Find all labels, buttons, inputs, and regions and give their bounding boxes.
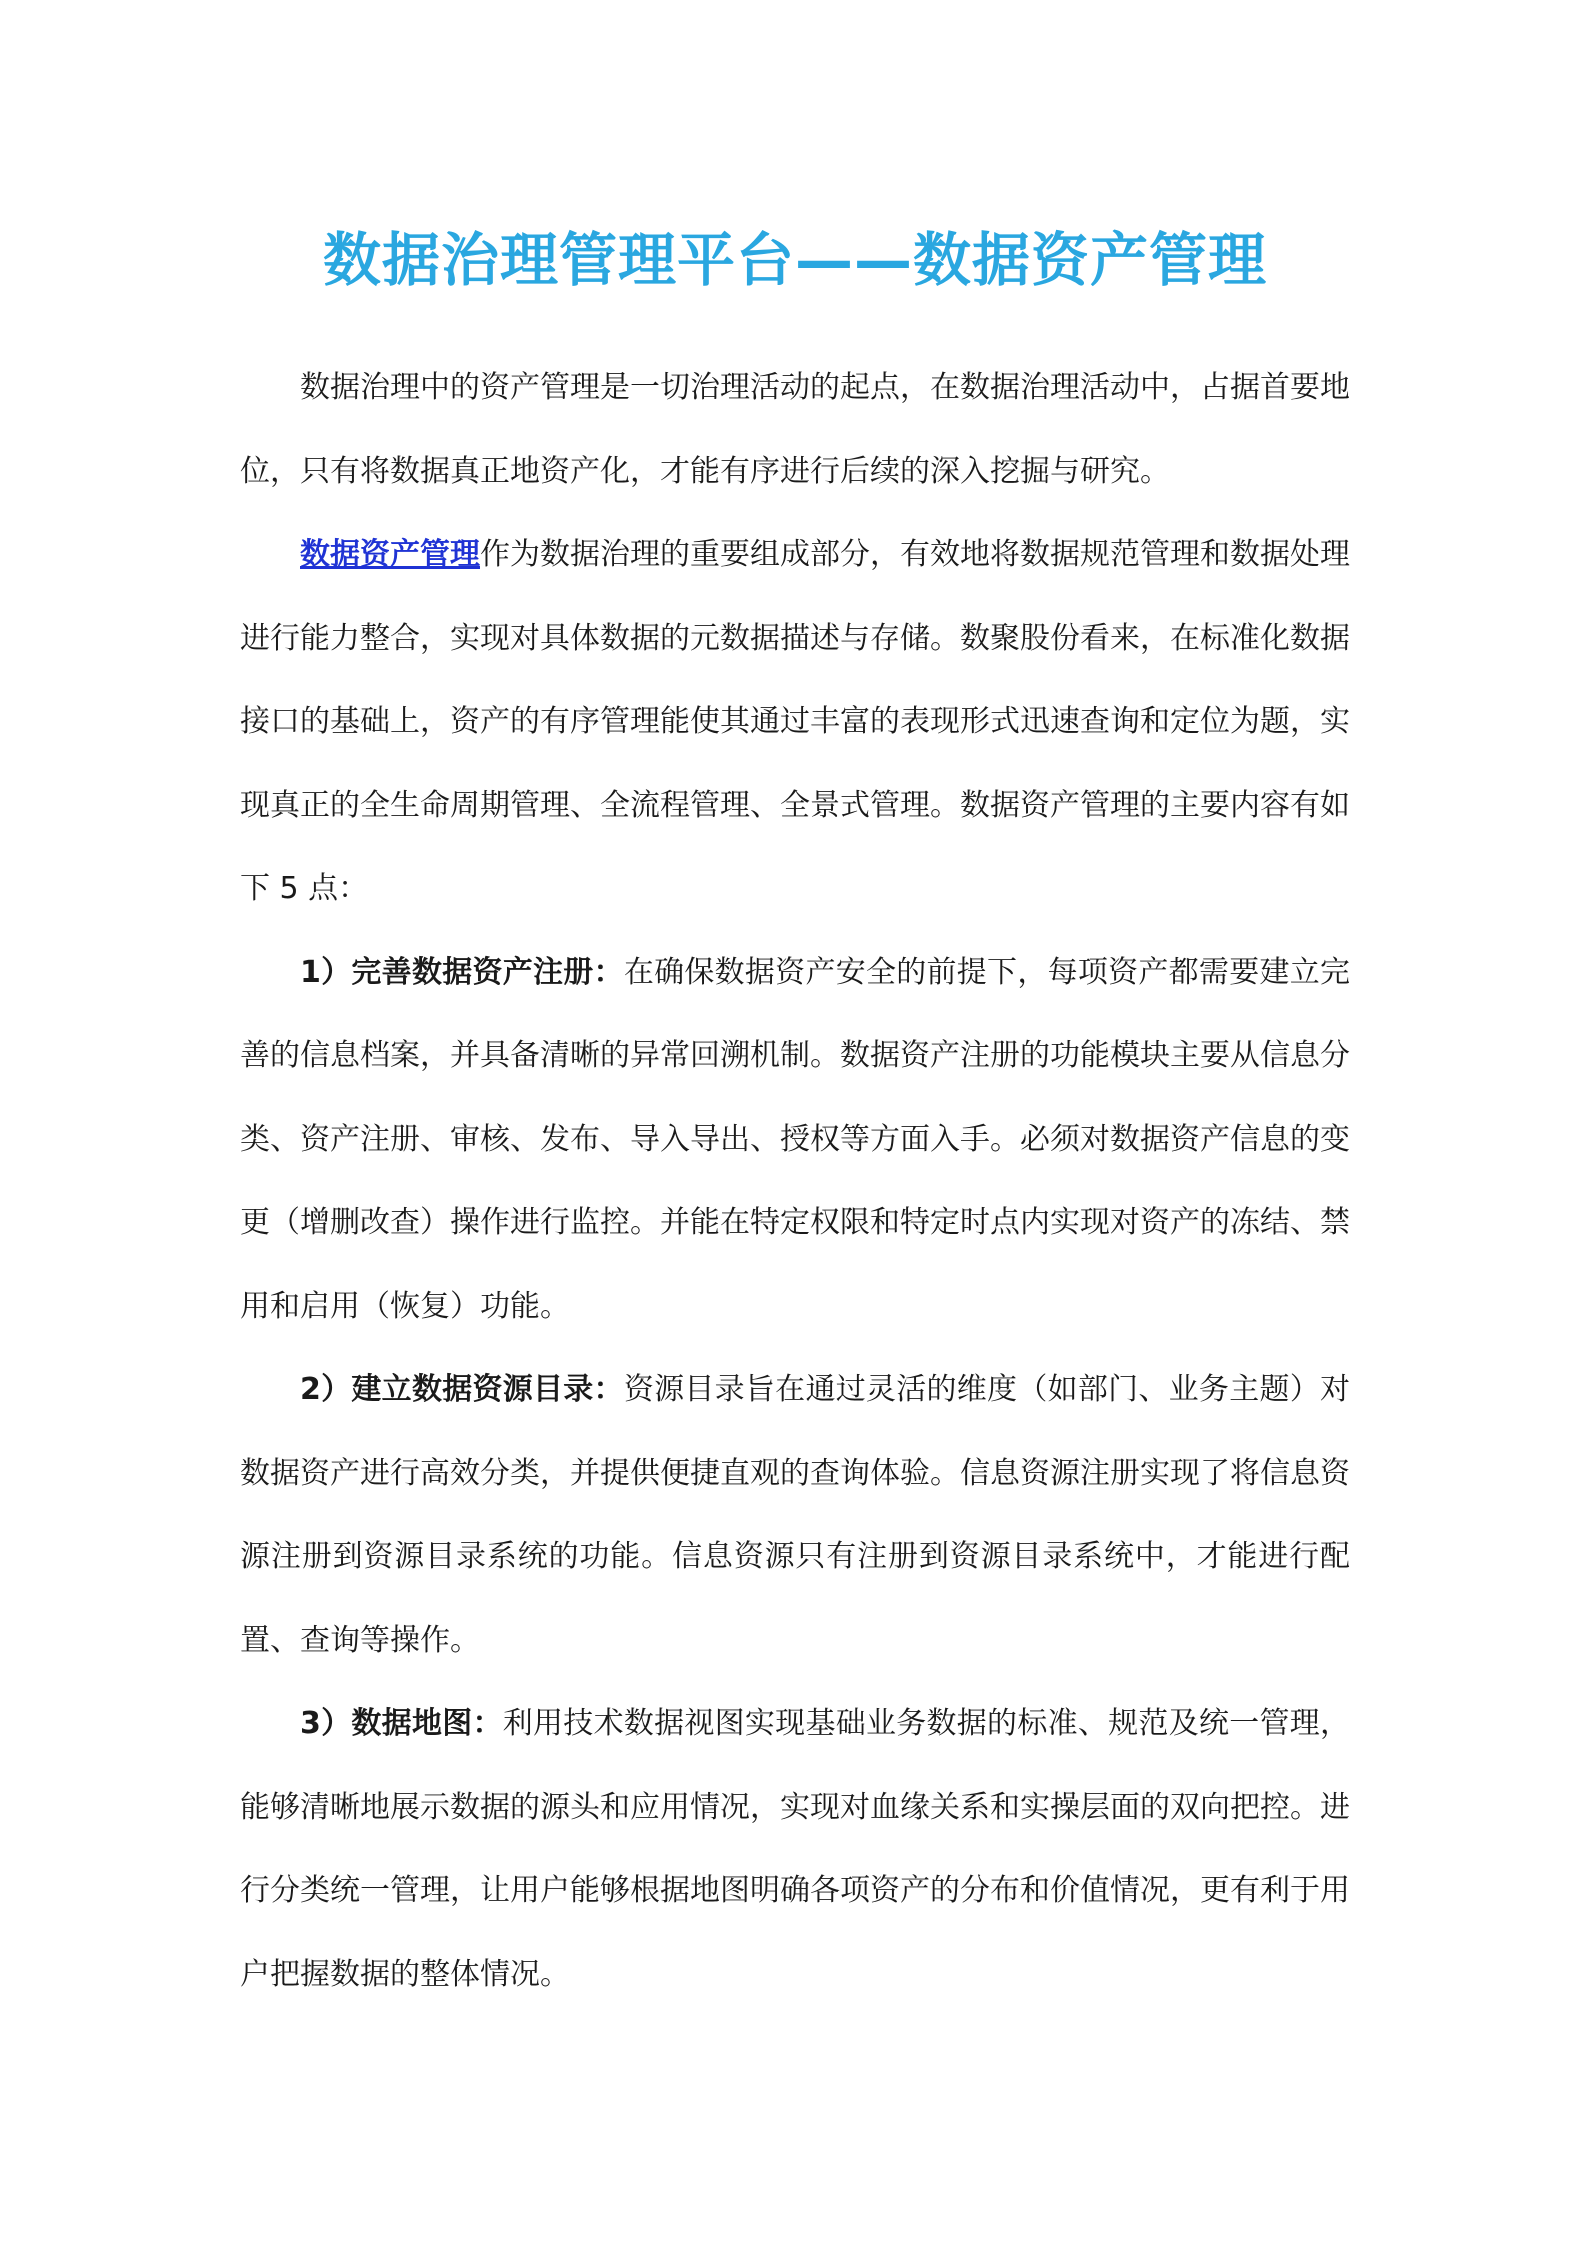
paragraph-intro [240,346,1350,513]
paragraph-intro-text: 数据治理中的资产管理是一切治理活动的起点，在数据治理活动中，占据首要地位，只有将数据真正地资产化，才能有序进行后续的深入挖掘与研究。 [240,370,1350,489]
list-item-text: 在确保数据资产安全的前提下，每项资产都需要建立完善的信息档案，并具备清晰的异常回溯机制。数据资产注册的功能模块主要从信息分类、资产注册、审核、发布、导入导出、授权等方面入手。必须对数据资产信息的变更（增删改查）操作进行监控。并能在特定权限和特定时点内实现对资产的冻结、禁用和启用（恢复）功能。 [240,954,1351,1324]
list-item-text: 利用技术数据视图实现基础业务数据的标准、规范及统一管理，能够清晰地展示数据的源头和应用情况，实现对血缘关系和实操层面的双向把控。进行分类统一管理，让用户能够根据地图明确各项资产的分布和价值情况，更有利于用户把握数据的整体情况。 [240,1706,1351,1992]
list-item-data-map [240,1682,1350,2016]
list-item-asset-registration [240,931,1350,1349]
data-asset-management-link[interactable]: 数据资产管理 [300,537,480,572]
document-title: 数据治理管理平台——数据资产管理 [322,226,1267,294]
paragraph-asset-management-text: 作为数据治理的重要组成部分，有效地将数据规范管理和数据处理进行能力整合，实现对具体数据的元数据描述与存储。数聚股份看来，在标准化数据接口的基础上，资产的有序管理能使其通过丰富的表现形式迅速查询和定位为题，实现真正的全生命周期管理、全流程管理、全景式管理。数据资产管理的主要内容有如下 5 点： [240,537,1350,906]
list-item-resource-catalog [240,1348,1350,1682]
paragraph-asset-management [240,513,1350,931]
list-item-text: 资源目录旨在通过灵活的维度（如部门、业务主题）对数据资产进行高效分类，并提供便捷直观的查询体验。信息资源注册实现了将信息资源注册到资源目录系统的功能。信息资源只有注册到资源目录系统中，才能进行配置、查询等操作。 [240,1372,1351,1658]
list-item-heading: 3）数据地图： [300,1706,503,1741]
list-item-heading: 1）完善数据资产注册： [300,954,624,990]
document-page [240,200,1350,2016]
list-item-heading: 2）建立数据资源目录： [300,1372,624,1407]
